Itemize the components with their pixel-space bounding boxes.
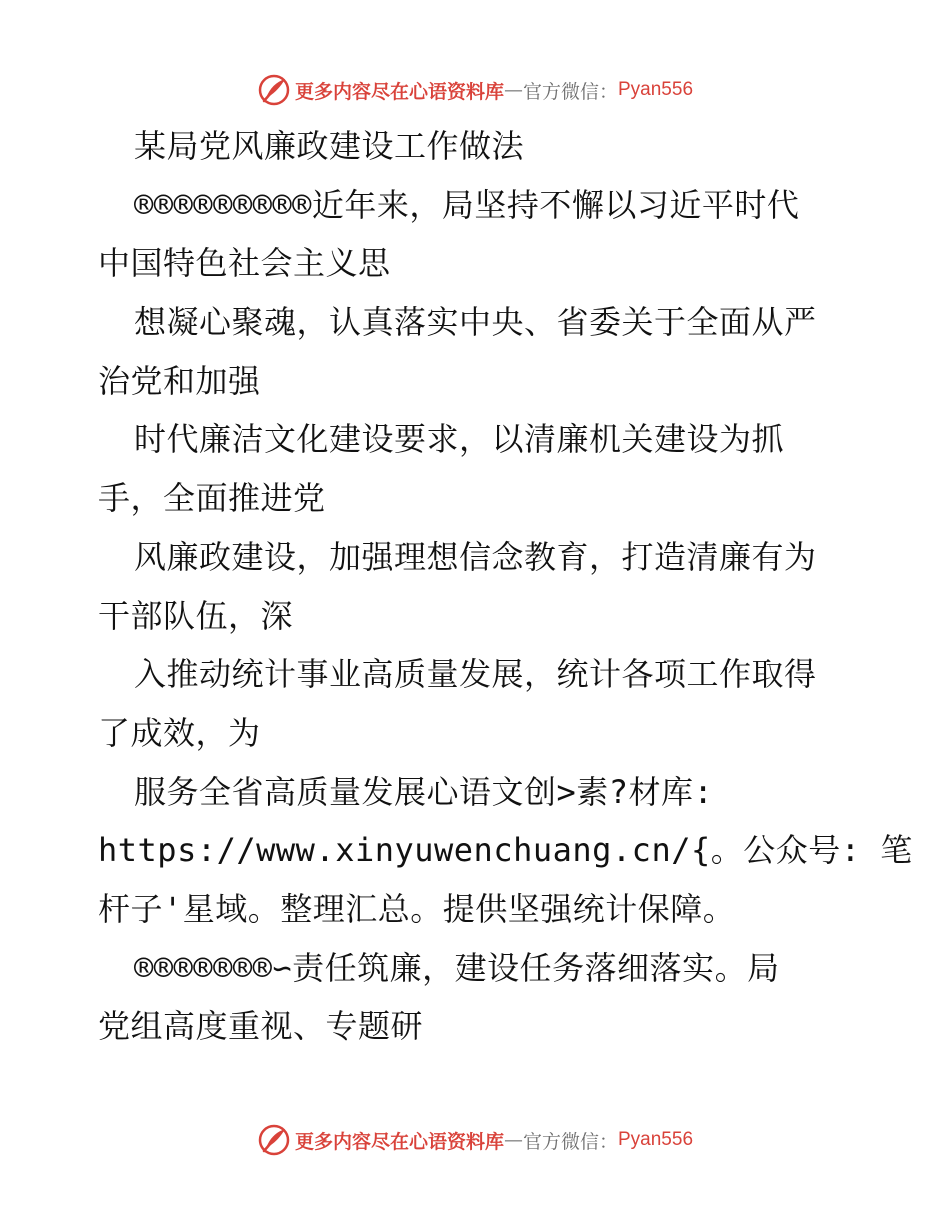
text-line: 中国特色社会主义思 (98, 244, 391, 283)
banner-site-text: 更多内容尽在心语资料库 (294, 80, 504, 103)
quill-logo-icon (257, 73, 291, 107)
footer-banner (0, 1120, 950, 1160)
banner-dash: — (503, 1129, 523, 1151)
text-line: 手，全面推进党 (98, 479, 326, 518)
quill-logo-icon (257, 1123, 291, 1157)
text-line: ®®®®®®®∽责任筑廉，建设任务落细落实。局 (134, 948, 780, 987)
text-line: 党组高度重视、专题研 (98, 1007, 424, 1046)
banner-wechat-label: 官方微信： (522, 1130, 618, 1153)
text-line: 想凝心聚魂，认真落实中央、省委关于全面从严 (134, 303, 817, 342)
text-line: 干部队伍，深 (98, 596, 294, 635)
text-line: 治党和加强 (98, 361, 261, 400)
text-line: 了成效，为 (98, 713, 261, 752)
text-line: 服务全省高质量发展心语文创>素?材库: (134, 772, 714, 811)
text-line: ®®®®®®®®®近年来，局坚持不懈以习近平时代 (134, 185, 800, 224)
text-line: 风廉政建设，加强理想信念教育，打造清廉有为 (134, 537, 817, 576)
document-body (98, 117, 913, 1056)
banner-wechat-id: Pyan556 (618, 1129, 694, 1150)
text-line: 杆子'星域。整理汇总。提供坚强统计保障。 (98, 889, 736, 928)
header-banner (0, 70, 950, 110)
banner-wechat-label: 官方微信： (522, 80, 618, 103)
banner-site-text: 更多内容尽在心语资料库 (294, 1130, 504, 1153)
text-line: 时代廉洁文化建设要求，以清廉机关建设为抓 (134, 420, 785, 459)
banner-dash: — (503, 79, 523, 101)
banner-wechat-id: Pyan556 (618, 79, 694, 100)
text-line: 入推动统计事业高质量发展，统计各项工作取得 (134, 655, 817, 694)
document-title: 某局党风廉政建设工作做法 (134, 127, 525, 165)
text-line: https://www.xinyuwenchuang.cn/{。公众号: 笔 (98, 831, 913, 870)
